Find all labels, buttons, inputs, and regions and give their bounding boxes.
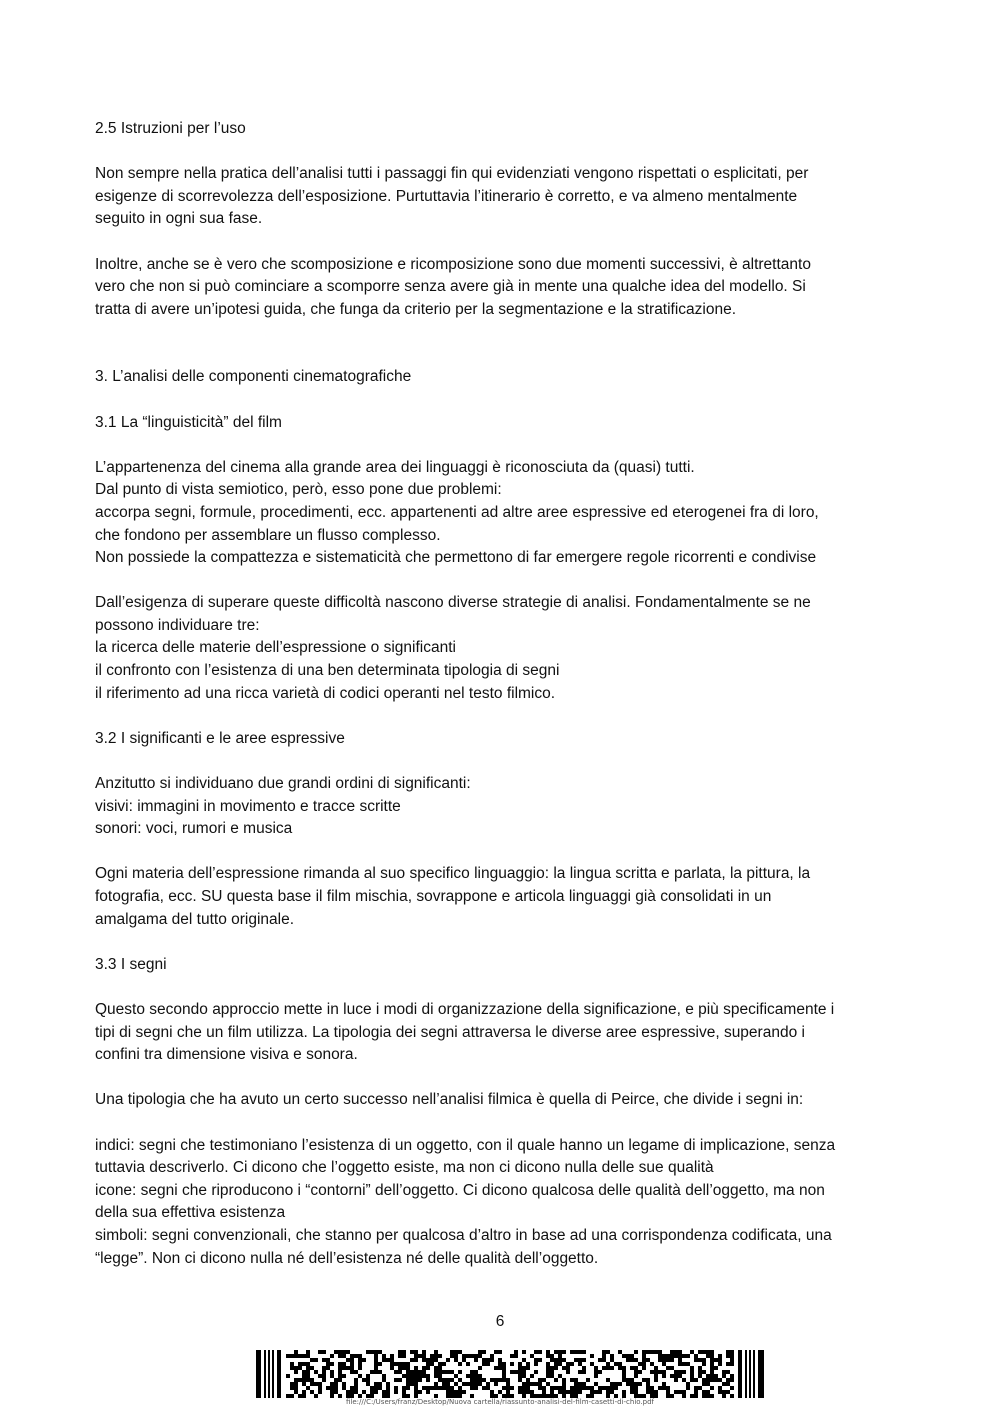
text-line: tuttavia descriverlo. Ci dicono che l’oggetto esiste, ma non ci dicono nulla delle sue qualità [95,1159,714,1177]
paragraph [95,1135,910,1271]
text-line: Dal punto di vista semiotico, però, esso pone due problemi: [95,481,502,499]
text-line: amalgama del tutto originale. [95,910,295,928]
paragraph [95,254,910,322]
text-line: 2.5 Istruzioni per l’uso [95,120,246,137]
text-line: icone: segni che riproducono i “contorni” dell’oggetto. Ci dicono qualcosa delle qualità dell’oggetto, ma non [95,1181,825,1199]
paragraph [95,728,910,751]
barcode-image [256,1350,764,1398]
footer-file-path: file:///C:/Users/franz/Desktop/Nuova cartella/riassunto-analisi-del-film-casetti-di-chio.pdf [345,1398,655,1406]
text-line: fotografia, ecc. SU questa base il film mischia, sovrappone e articola linguaggi già consolidati in un [95,888,772,905]
text-line: della sua effettiva esistenza [95,1204,286,1222]
text-line: il confronto con l’esistenza di una ben determinata tipologia di segni [95,662,560,680]
text-line: che fondono per assemblare un flusso complesso. [95,526,441,544]
text-line: Dall’esigenza di superare queste difficoltà nascono diverse strategie di analisi. Fondamentalmente se ne [95,594,811,612]
text-line: confini tra dimensione visiva e sonora. [95,1046,358,1064]
text-line: 3. L’analisi delle componenti cinematografiche [95,368,412,386]
text-line: il riferimento ad una ricca varietà di codici operanti nel testo filmico. [95,684,556,702]
text-line: Non possiede la compattezza e sistematicità che permettono di far emergere regole ricorrenti e condivise [95,549,817,567]
text-line: L’appartenenza del cinema alla grande area dei linguaggi è riconosciuta da (quasi) tutti. [95,458,695,476]
page-number: 6 [495,1313,505,1330]
text-line: 3.3 I segni [95,955,167,973]
text-line: simboli: segni convenzionali, che stanno per qualcosa d’altro in base ad una corrispondenza codificata, una [95,1226,832,1244]
paragraph [95,163,910,231]
text-line: tratta di avere un’ipotesi guida, che funga da criterio per la segmentazione e la stratificazione. [95,300,737,318]
text-line: vero che non si può cominciare a scomporre senza avere già in mente una qualche idea del modello. Si [95,278,806,296]
text-line: visivi: immagini in movimento e tracce scritte [95,797,401,815]
text-line: Questo secondo approccio mette in luce i modi di organizzazione della significazione, e più specificamente i [95,1000,835,1018]
text-line: “legge”. Non ci dicono nulla né dell’esistenza né delle qualità dell’oggetto. [95,1249,599,1267]
text-line: sonori: voci, rumori e musica [95,820,293,838]
text-line: Anzitutto si individuano due grandi ordini di significanti: [95,775,471,793]
paragraph [95,457,910,570]
text-line: la ricerca delle materie dell’espressione o significanti [95,639,456,657]
text-line: 3.2 I significanti e le aree espressive [95,729,345,747]
text-line: esigenze di scorrevolezza dell’esposizione. Purtuttavia l’itinerario è corretto, e va almeno mentalmente [95,187,798,205]
paragraph [95,366,910,389]
text-line: accorpa segni, formule, procedimenti, ecc. appartenenti ad altre aree espressive ed eterogenei fra di loro, [95,503,819,521]
text-line: Una tipologia che ha avuto un certo successo nell’analisi filmica è quella di Peirce, che divide i segni in: [95,1091,804,1109]
paragraph [95,954,910,977]
paragraph [95,1089,910,1112]
paragraph [95,999,910,1067]
paragraph [95,773,910,841]
text-line: 3.1 La “linguisticità” del film [95,413,282,431]
paragraph [95,863,910,931]
paragraph [95,412,910,435]
text-line: Ogni materia dell’espressione rimanda al suo specifico linguaggio: la lingua scritta e parlata, la pittura, la [95,865,811,883]
text-line: indici: segni che testimoniano l’esistenza di un oggetto, con il quale hanno un legame di implicazione, senza [95,1136,836,1154]
paragraph [95,592,910,705]
text-line: Non sempre nella pratica dell’analisi tutti i passaggi fin qui evidenziati vengono rispettati o esplicitati, per [95,165,809,183]
document-body [95,118,910,1270]
text-line: seguito in ogni sua fase. [95,210,263,228]
text-line: tipi di segni che un film utilizza. La tipologia dei segni attraversa le diverse aree espressive, superando i [95,1023,805,1041]
paragraph [95,118,910,141]
text-line: Inoltre, anche se è vero che scomposizione e ricomposizione sono due momenti successivi, è altrettanto [95,255,811,273]
text-line: possono individuare tre: [95,616,260,634]
